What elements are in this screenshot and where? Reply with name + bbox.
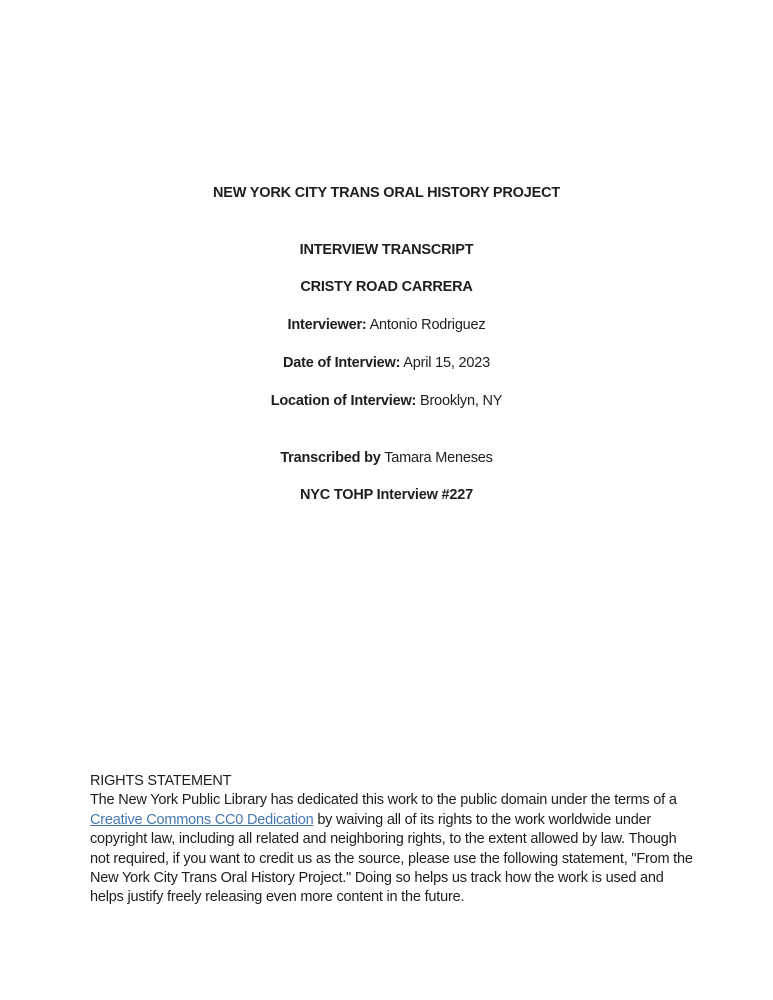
location-of-interview-line	[0, 393, 773, 410]
document-type-heading: INTERVIEW TRANSCRIPT	[299, 242, 474, 258]
project-title: NEW YORK CITY TRANS ORAL HISTORY PROJECT	[212, 185, 561, 201]
interviewer-line	[0, 317, 773, 334]
location-of-interview-value: Brooklyn, NY	[420, 393, 503, 409]
interview-number: NYC TOHP Interview #227	[300, 487, 473, 503]
rights-statement-section	[90, 772, 694, 908]
rights-statement-paragraph	[90, 791, 694, 907]
cc0-dedication-link[interactable]: Creative Commons CC0 Dedication	[90, 811, 314, 828]
transcribed-by-value: Tamara Meneses	[384, 450, 493, 466]
date-of-interview-line	[0, 355, 773, 372]
rights-text-after-link: by waiving all of its rights to the work worldwide under copyright law, including all related and neighboring rights, to the extent allowed by law. Though not required, if you want to credit us as the source, please use the following statement, "From the New York City Trans Oral History Project." Doing so helps us track how the work is used and helps justify freely releasing even more content in the future.	[90, 811, 693, 906]
location-of-interview-label: Location of Interview:	[270, 393, 417, 409]
interviewer-value: Antonio Rodriguez	[369, 317, 486, 333]
rights-statement-heading: RIGHTS STATEMENT	[90, 773, 232, 789]
transcribed-by-label: Transcribed by	[280, 450, 381, 466]
rights-text-before-link: The New York Public Library has dedicated this work to the public domain under the terms of a	[90, 792, 677, 809]
date-of-interview-label: Date of Interview:	[283, 355, 401, 371]
interviewer-label: Interviewer:	[287, 317, 367, 333]
interviewee-name: CRISTY ROAD CARRERA	[300, 279, 473, 295]
date-of-interview-value: April 15, 2023	[403, 355, 490, 371]
transcribed-by-line	[0, 450, 773, 467]
